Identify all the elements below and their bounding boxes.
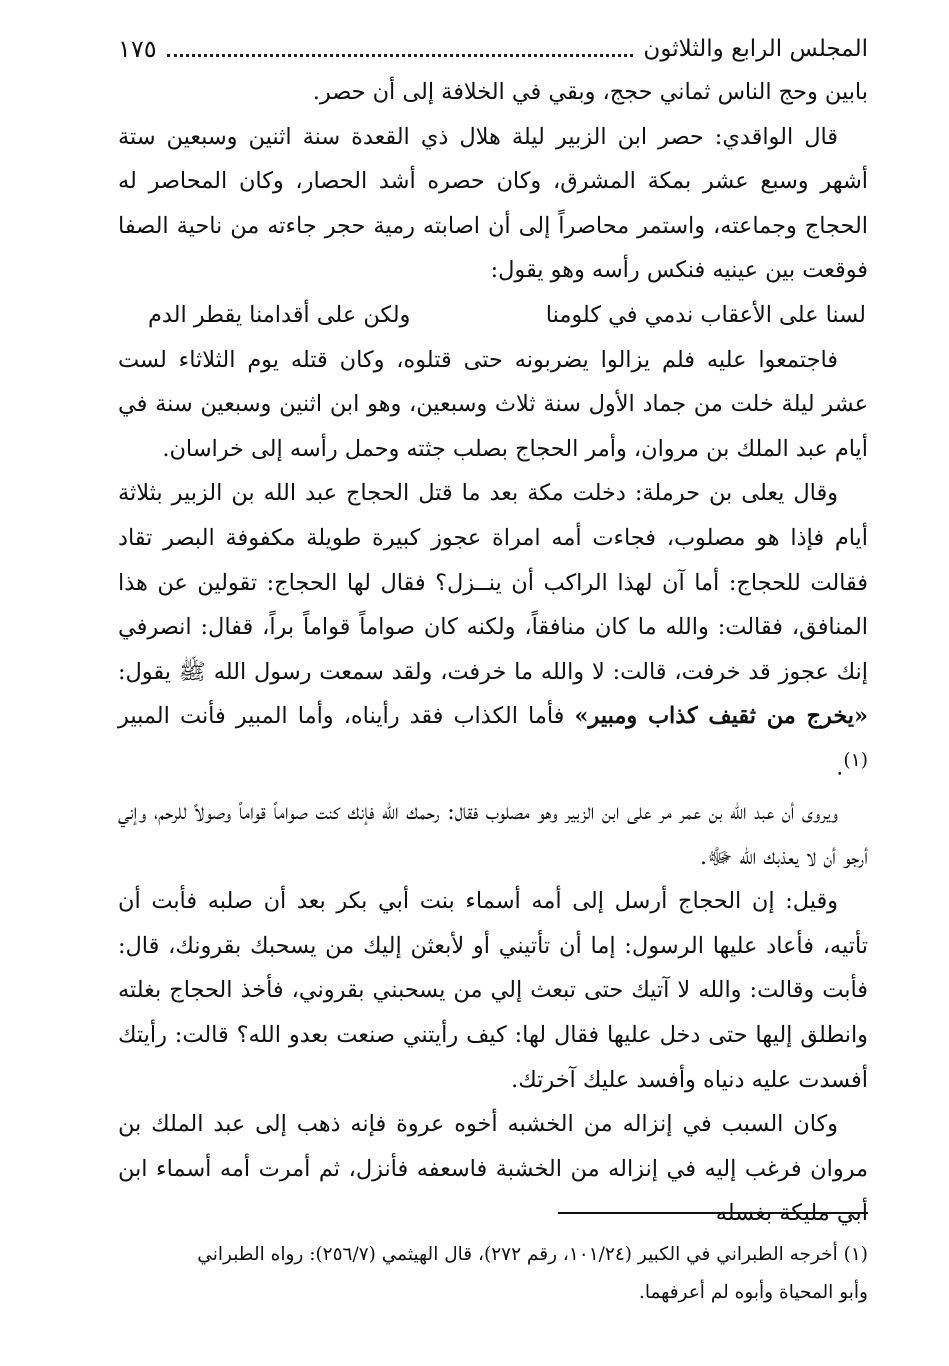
main-text bbox=[118, 70, 868, 1236]
paragraph-4-end: فأما الكذاب فقد رأيناه، وأما المبير فأنت المبير bbox=[118, 703, 565, 730]
header-leader-dots bbox=[167, 42, 634, 57]
verse-first-hemistich: لسنا على الأعقاب ندمي في كلومنا bbox=[545, 301, 866, 328]
paragraph-6: وقيل: إن الحجاج أرسل إلى أمه أسماء بنت أبي بكر بعد أن صلبه فأبت أن تأتيه، فأعاد عليها الرسول: إما أن تأتيني أو لأبعثن إليك من يسحبك بقرونك، قال: فأبت وقالت: والله لا آتيك حتى تبعث إلي من يسحبني بقروني، فأخذ الحجاج بغلته وانطلق إليها حتى دخل عليها فقال لها: كيف رأيتني صنعت بعدو الله؟ قالت: رأيتك أفسدت عليه دنياه وأفسد عليك آخرتك. bbox=[118, 888, 868, 1093]
paragraph-2: قال الواقدي: حصر ابن الزبير ليلة هلال ذي القعدة سنة اثنين وسبعين ستة أشهر وسبع عشر بمكة المشرق، وكان حصره أشد الحصار، وكان المحاصر له الحجاج وجماعته، واستمر محاصراً إلى أن اصابته رمية حجر جاءته من ناحية الصفا فوقعت بين عينيه فنكس رأسه وهو يقول: bbox=[118, 123, 868, 284]
footnote-line-1: (١) أخرجه الطبراني في الكبير (١٠١/٢٤، رقم ٢٧٢)، قال الهيثمي (٢٥٦/٧): رواه الطبراني bbox=[197, 1244, 868, 1265]
paragraph-4: وقال يعلى بن حرملة: دخلت مكة بعد ما قتل الحجاج عبد الله بن الزبير بثلاثة أيام فإذا هو مصلوب، فجاءت أمه امراة عجوز كبيرة طويلة مكفوفة البصر تقاد فقالت للحجاج: أما آن لهذا الراكب أن ينــزل؟ فقال لها الحجاج: تقولين عن هذا المنافق، فقالت: والله ما كان منافقاً، ولكنه كان صواماً قواماً براً، قفال: انصرفي إنك عجوز قد خرفت، قالت: لا والله ما خرفت، ولقد سمعت رسول الله ﷺ يقول: «يخرج من ثقيف كذاب ومبير» فأما الكذاب فقد رأيناه، وأما المبير فأنت المبير $^{(١)}$. bbox=[118, 480, 869, 781]
footnote bbox=[118, 1236, 868, 1312]
chapter-title: المجلس الرابع والثلاثون bbox=[643, 36, 868, 62]
paragraph-3: فاجتمعوا عليه فلم يزالوا يضربونه حتى قتلوه، وكان قتله يوم الثلاثاء لست عشر ليلة خلت من جماد الأول سنة ثلاث وسبعين، وهو ابن اثنين وسبعين سنة في أيام عبد الملك بن مروان، وأمر الحجاج بصلب جثته وحمل رأسه إلى خراسان. bbox=[118, 346, 868, 462]
paragraph-1: بابين وحج الناس ثماني حجج، وبقي في الخلافة إلى أن حصر. bbox=[312, 79, 868, 105]
paragraph-4-text: وقال يعلى بن حرملة: دخلت مكة بعد ما قتل الحجاج عبد الله بن الزبير بثلاثة أيام فإذا هو مصلوب، فجاءت أمه امراة عجوز كبيرة طويلة مكفوفة البصر تقاد فقالت للحجاج: أما آن لهذا الراكب أن ينــزل؟ فقال لها الحجاج: تقولين عن هذا المنافق، فقالت: والله ما كان منافقاً، ولكنه كان صواماً قواماً براً، قفال: انصرفي إنك عجوز قد خرفت، قالت: لا والله ما خرفت، ولقد سمعت رسول الله ﷺ يقول: bbox=[118, 480, 868, 685]
page-number: ١٧٥ bbox=[118, 35, 157, 63]
hadith-quote: «يخرج من ثقيف كذاب ومبير» bbox=[574, 703, 869, 730]
footnote-line-2: وأبو المحياة وأبوه لم أعرفهما. bbox=[638, 1282, 868, 1303]
footnote-reference[interactable]: (١) bbox=[843, 749, 868, 771]
page-header bbox=[118, 32, 868, 66]
verse-second-hemistich: ولكن على أقدامنا يقطر الدم bbox=[148, 301, 411, 328]
paragraph-5: ويروى أن عبد الله بن عمر مر على ابن الزبير وهو مصلوب فقال: رحمك الله فإنك كنت صواماً قواماً وصولاً للرحم، وإني أرجو أن لا يعذبك الله ﷻ. bbox=[118, 798, 868, 870]
paragraph-7: وكان السبب في إنزاله من الخشبه أخوه عروة فإنه ذهب إلى عبد الملك بن مروان فرغب إليه في إنزاله من الخشبة فاسعفه فأنزل، ثم أمرت أمه أسماء ابن أبي مليكة بغسله bbox=[118, 1111, 868, 1227]
footnote-divider bbox=[558, 1212, 868, 1214]
poetry-verse bbox=[118, 293, 868, 338]
